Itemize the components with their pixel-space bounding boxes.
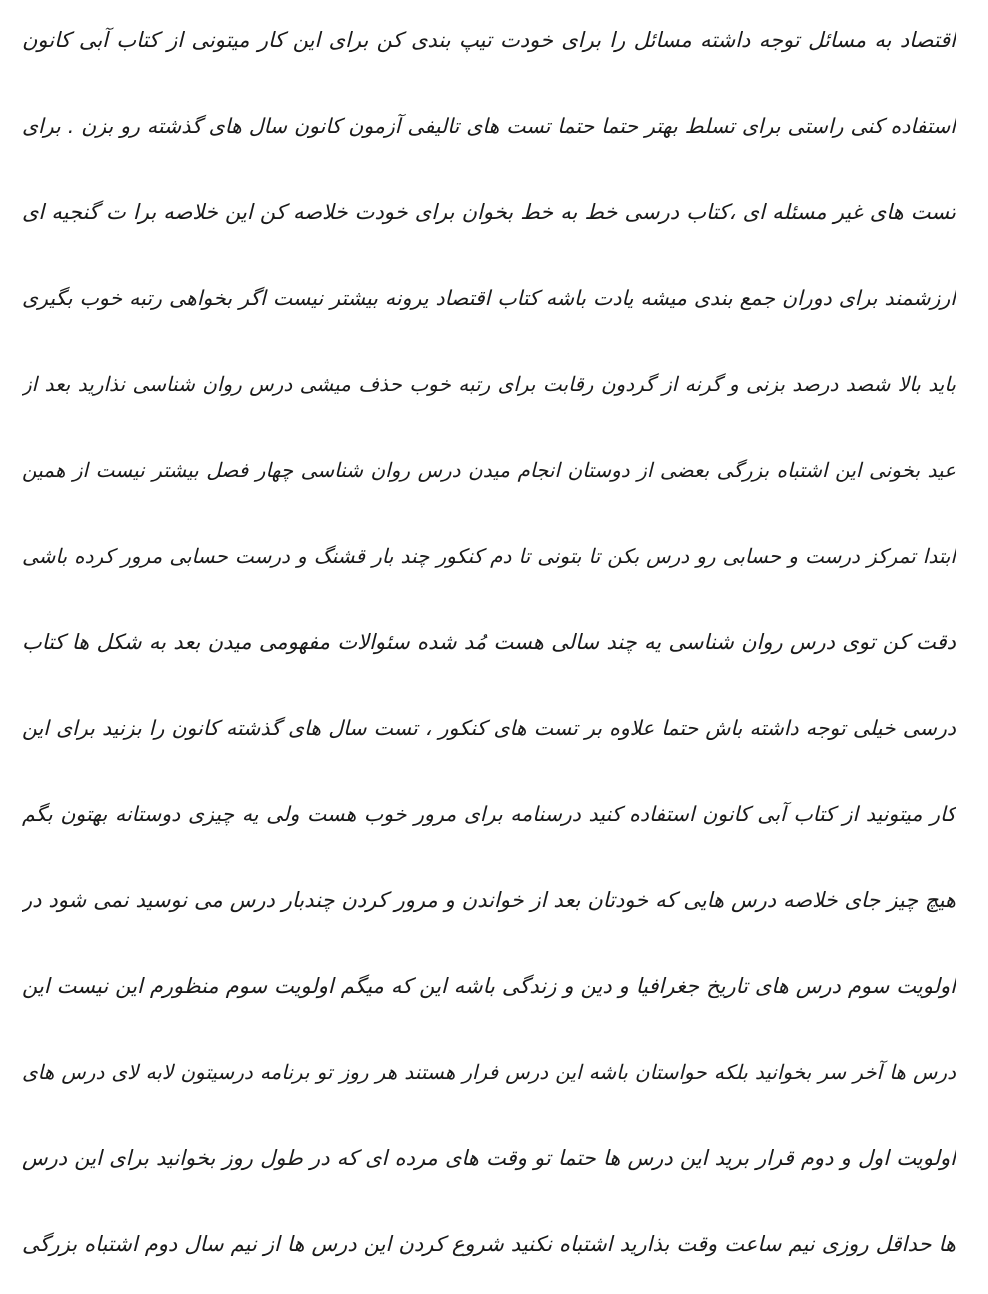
text-line: استفاده کنی راستی برای تسلط بهتر حتما حتما تست های تالیفی آزمون کانون سال های گذشته رو بزن . برای <box>22 114 956 138</box>
text-line: هیچ چیز جای خلاصه درس هایی که خودتان بعد از خواندن و مرور کردن چندبار درس می نوسید نمی شود در <box>22 888 956 912</box>
text-line: اقتصاد به مسائل توجه داشته مسائل را برای خودت تیپ بندی کن برای این کار میتونی از کتاب آبی کانون <box>22 28 956 52</box>
text-line: درس ها آخر سر بخوانید بلکه حواستان باشه این درس فرار هستند هر روز تو برنامه درسیتون لابه لای درس های <box>22 1060 956 1084</box>
text-line: باید بالا شصد درصد بزنی و گرنه از گردون رقابت برای رتبه خوب حذف میشی درس روان شناسی نذارید بعد از <box>22 372 956 396</box>
text-line: تست های غیر مسئله ای ،کتاب درسی خط به خط بخوان برای خودت خلاصه کن این خلاصه برا ت گنجیه ای <box>22 200 956 224</box>
text-line: ها حداقل روزی نیم ساعت وقت بذارید اشتباه نکنید شروع کردن این درس ها از نیم سال دوم اشتباه بزرگی <box>22 1232 956 1256</box>
text-line: دقت کن توی درس روان شناسی یه چند سالی هست مُد شده سئوالات مفهومی میدن بعد به شکل ها کتاب <box>22 630 956 654</box>
text-line: اولویت اول و دوم قرار برید این درس ها حتما تو وقت های مرده ای که در طول روز بخوانید برای این درس <box>22 1146 956 1170</box>
text-line: عید بخونی این اشتباه بزرگی بعضی از دوستان انجام میدن درس روان شناسی چهار فصل بیشتر نیست از همین <box>22 458 956 482</box>
text-line: اولویت سوم درس های تاریخ جغرافیا و دین و زندگی باشه این که میگم اولویت سوم منظورم این نیست این <box>22 974 956 998</box>
text-line: کار میتونید از کتاب آبی کانون استفاده کنید درسنامه برای مرور خوب هست ولی یه چیزی دوستانه بهتون بگم <box>22 802 956 826</box>
text-line: ابتدا تمرکز درست و حسابی رو درس بکن تا بتونی تا دم کنکور چند بار قشنگ و درست حسابی مرور کرده باشی <box>22 544 956 568</box>
text-line: درسی خیلی توجه داشته باش حتما علاوه بر تست های کنکور ، تست سال های گذشته کانون را بزنید برای این <box>22 716 956 740</box>
text-line: ارزشمند برای دوران جمع بندی میشه یادت باشه کتاب اقتصاد یرونه بیشتر نیست اگر بخواهی رتبه خوب بگیری <box>22 286 956 310</box>
